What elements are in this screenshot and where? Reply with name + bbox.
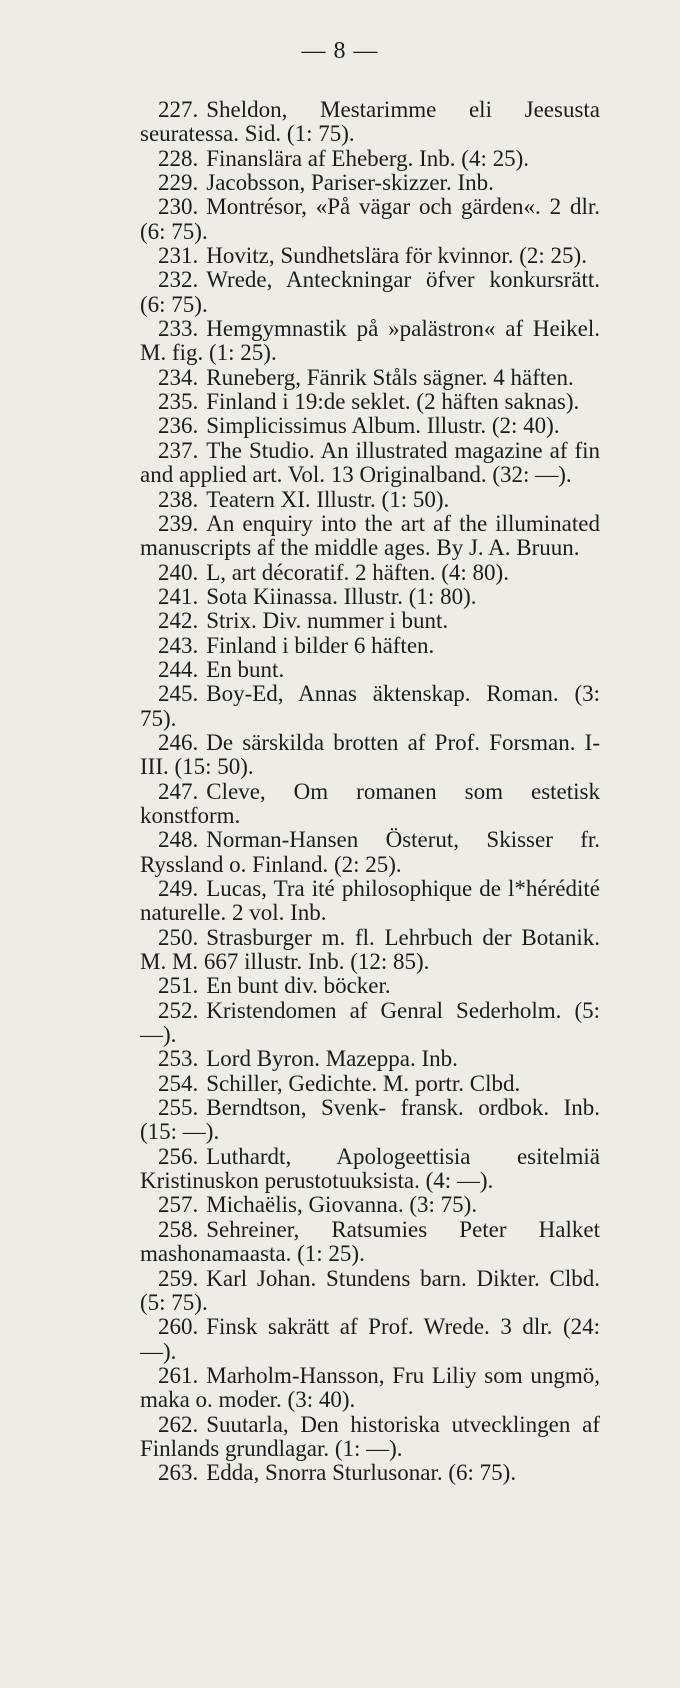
catalog-entries [140, 98, 600, 1486]
entry-number: 258. [158, 1216, 199, 1242]
catalog-entry [140, 1145, 600, 1194]
entry-number: 233. [158, 316, 199, 342]
entry-number: 227. [158, 97, 199, 122]
entry-number: 263. [158, 1460, 199, 1486]
entry-text: Boy-Ed, Annas äktenskap. Roman. (3: 75). [140, 681, 600, 731]
entry-number: 254. [158, 1070, 199, 1096]
entry-text: En bunt. [206, 656, 285, 682]
entry-number: 250. [158, 924, 199, 950]
entry-text: Hemgymnastik på »palästron« af Heikel. M. fig. (1: 25). [140, 316, 600, 366]
entry-text: Jacobsson, Pariser-skizzer. Inb. [206, 170, 494, 196]
catalog-entry [140, 682, 600, 731]
catalog-entry [140, 877, 600, 926]
entry-number: 260. [158, 1314, 199, 1340]
entry-text: An enquiry into the art af the illuminated manuscripts af the middle ages. By J. A. Bruun. [140, 510, 600, 561]
entry-number: 244. [158, 656, 199, 682]
entry-text: Suutarla, Den historiska utvecklingen af Finlands grundlagar. (1: —). [140, 1411, 600, 1461]
entry-number: 234. [158, 364, 199, 390]
catalog-entry [140, 780, 600, 829]
entry-text: De särskilda brotten af Prof. Forsman. I-III. (15: 50). [140, 729, 600, 780]
entry-number: 259. [158, 1265, 199, 1291]
entry-number: 255. [158, 1095, 199, 1121]
entry-text: Luthardt, Apologeettisia esitelmiä Kristinuskon perustotuuksista. (4: —). [140, 1143, 600, 1194]
catalog-entry [140, 366, 600, 390]
entry-number: 238. [158, 486, 199, 512]
entry-number: 243. [158, 632, 199, 658]
entry-number: 246. [158, 729, 199, 755]
entry-text: Edda, Snorra Sturlusonar. (6: 75). [206, 1460, 517, 1486]
entry-text: Berndtson, Svenk- fransk. ordbok. Inb. (15: —). [140, 1095, 600, 1145]
entry-text: Kristendomen af Genral Sederholm. (5: —). [140, 997, 600, 1048]
entry-number: 247. [158, 778, 199, 804]
catalog-entry [140, 1047, 600, 1071]
entry-number: 256. [158, 1143, 199, 1169]
entry-text: Hovitz, Sundhetslära för kvinnor. (2: 25). [206, 243, 587, 269]
catalog-entry [140, 414, 600, 438]
entry-text: Sehreiner, Ratsumies Peter Halket mashonamaasta. (1: 25). [140, 1216, 600, 1267]
catalog-entry [140, 98, 600, 147]
catalog-entry [140, 1218, 600, 1267]
entry-number: 249. [158, 876, 199, 901]
catalog-entry [140, 828, 600, 877]
catalog-entry [140, 195, 600, 244]
entry-text: Lucas, Tra ité philosophique de l*hérédité naturelle. 2 vol. Inb. [140, 876, 600, 926]
catalog-entry [140, 609, 600, 633]
page-number: — 8 — [301, 38, 379, 64]
entry-number: 230. [158, 194, 199, 220]
entry-number: 232. [158, 267, 199, 293]
catalog-entry [140, 147, 600, 171]
entry-text: Teatern XI. Illustr. (1: 50). [206, 486, 450, 512]
entry-text: Strasburger m. fl. Lehrbuch der Botanik. M. M. 667 illustr. Inb. (12: 85). [140, 924, 600, 975]
catalog-entry [140, 1267, 600, 1316]
entry-text: Schiller, Gedichte. M. portr. Clbd. [206, 1070, 521, 1096]
catalog-entry [140, 244, 600, 268]
entry-number: 237. [158, 437, 199, 463]
catalog-entry [140, 926, 600, 975]
entry-number: 229. [158, 170, 199, 196]
entry-number: 245. [158, 681, 199, 707]
catalog-entry [140, 999, 600, 1048]
catalog-entry [140, 585, 600, 609]
catalog-entry [140, 1315, 600, 1364]
catalog-entry [140, 1413, 600, 1462]
entry-text: Finland i bilder 6 häften. [206, 632, 435, 658]
catalog-entry [140, 512, 600, 561]
entry-number: 240. [158, 559, 199, 585]
entry-number: 236. [158, 413, 199, 439]
entry-text: Runeberg, Fänrik Ståls sägner. 4 häften. [206, 364, 574, 390]
catalog-entry [140, 1461, 600, 1485]
entry-number: 248. [158, 827, 199, 853]
catalog-entry [140, 731, 600, 780]
entry-text: Lord Byron. Mazeppa. Inb. [206, 1046, 458, 1072]
entry-text: Norman-Hansen Österut, Skisser fr. Ryssland o. Finland. (2: 25). [140, 827, 600, 877]
entry-text: Cleve, Om romanen som estetisk konstform. [140, 778, 600, 828]
entry-number: 228. [158, 145, 199, 171]
entry-number: 253. [158, 1046, 199, 1072]
catalog-entry [140, 1096, 600, 1145]
entry-text: Wrede, Anteckningar öfver konkursrätt. (6: 75). [140, 267, 600, 317]
entry-text: Strix. Div. nummer i bunt. [206, 608, 449, 634]
catalog-entry [140, 658, 600, 682]
entry-text: Karl Johan. Stundens barn. Dikter. Clbd. (5: 75). [140, 1265, 600, 1315]
catalog-entry [140, 1364, 600, 1413]
entry-number: 235. [158, 389, 199, 415]
entry-number: 257. [158, 1192, 199, 1218]
entry-number: 261. [158, 1362, 199, 1388]
catalog-entry [140, 439, 600, 488]
entry-text: Simplicissimus Album. Illustr. (2: 40). [206, 413, 560, 439]
entry-number: 252. [158, 997, 199, 1023]
entry-text: L, art décoratif. 2 häften. (4: 80). [206, 559, 509, 585]
catalog-entry [140, 268, 600, 317]
entry-text: Sota Kiinassa. Illustr. (1: 80). [206, 583, 477, 609]
entry-text: Finanslära af Eheberg. Inb. (4: 25). [206, 145, 530, 171]
entry-text: Finsk sakrätt af Prof. Wrede. 3 dlr. (24: —). [140, 1314, 600, 1364]
entry-number: 251. [158, 973, 199, 999]
catalog-entry [140, 488, 600, 512]
catalog-entry [140, 1072, 600, 1096]
entry-text: Finland i 19:de seklet. (2 häften saknas). [206, 389, 580, 415]
entry-number: 239. [158, 510, 199, 536]
entry-text: The Studio. An illustrated magazine af fin and applied art. Vol. 13 Originalband. (32: —). [140, 437, 600, 488]
entry-number: 241. [158, 583, 199, 609]
entry-text: Michaëlis, Giovanna. (3: 75). [206, 1192, 478, 1218]
entry-text: Marholm-Hansson, Fru Liliy som ungmö, maka o. moder. (3: 40). [140, 1362, 600, 1413]
entry-text: Montrésor, «På vägar och gärden«. 2 dlr. (6: 75). [140, 194, 600, 244]
entry-number: 262. [158, 1411, 199, 1437]
catalog-entry [140, 317, 600, 366]
entry-number: 242. [158, 608, 199, 634]
catalog-entry [140, 390, 600, 414]
catalog-entry [140, 1193, 600, 1217]
catalog-entry [140, 171, 600, 195]
catalog-entry [140, 634, 600, 658]
entry-text: Sheldon, Mestarimme eli Jeesusta seuratessa. Sid. (1: 75). [140, 97, 600, 147]
entry-text: En bunt div. böcker. [206, 973, 391, 999]
catalog-entry [140, 974, 600, 998]
catalog-entry [140, 561, 600, 585]
entry-number: 231. [158, 243, 199, 269]
